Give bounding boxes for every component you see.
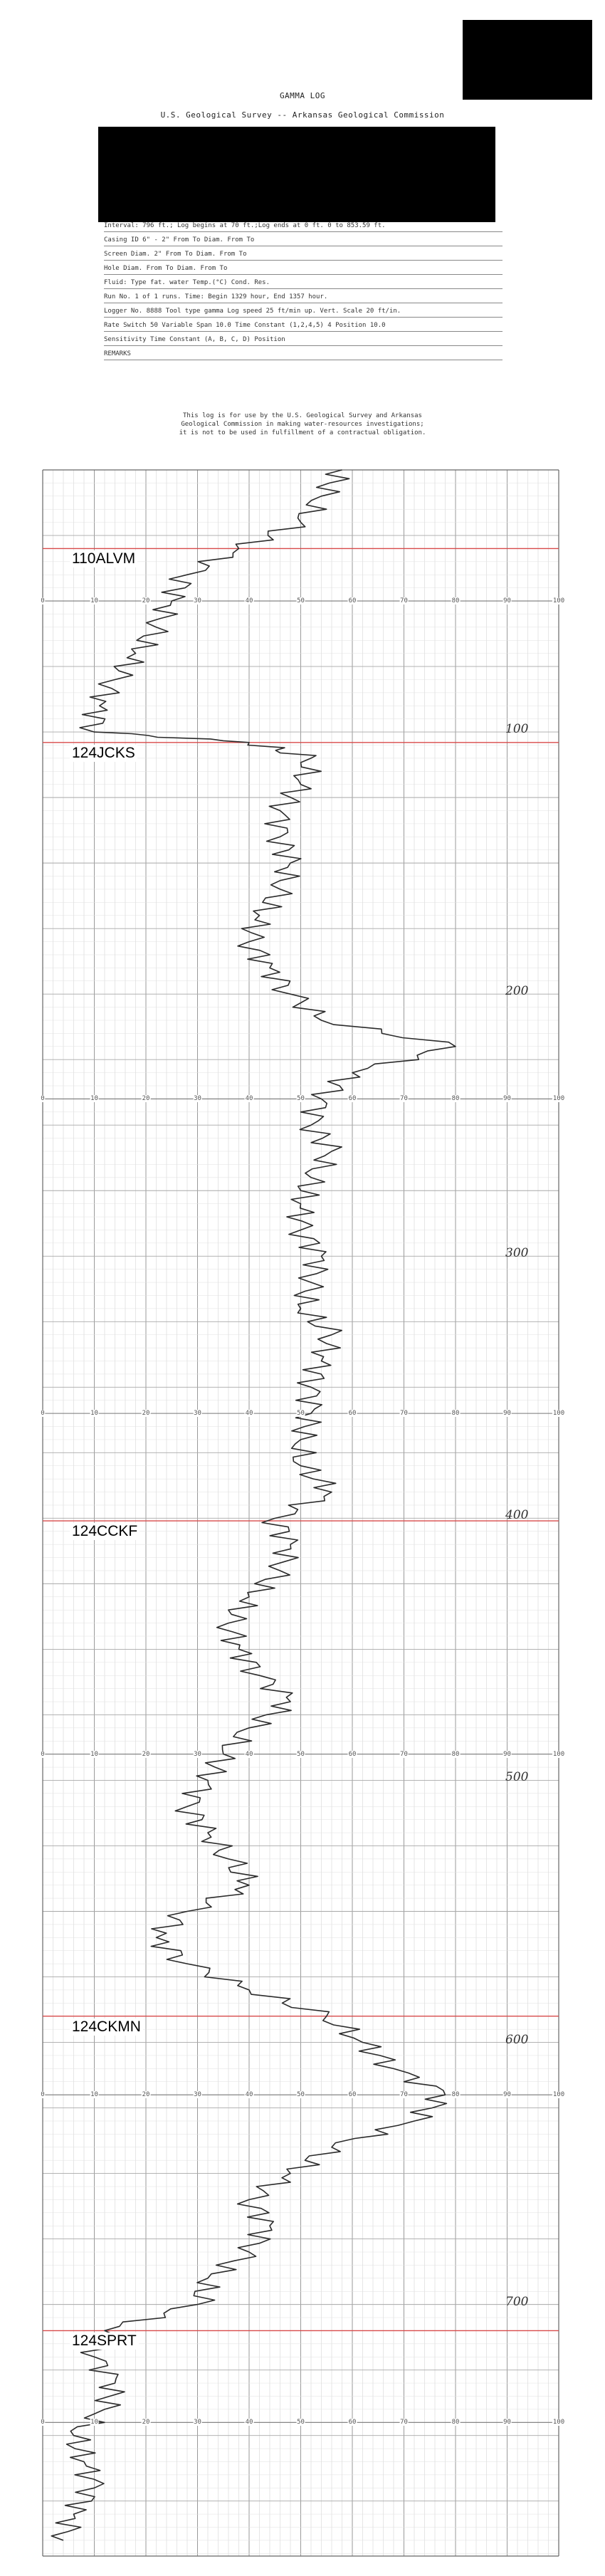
x-tick-label: 50 [297, 1410, 305, 1418]
disclaimer-line: it is not to be used in fulfillment of a contractual obligation. [179, 429, 426, 436]
formation-label: 124CKMN [70, 2019, 143, 2036]
x-tick-label: 20 [142, 2419, 150, 2426]
depth-label: 600 [505, 2032, 529, 2047]
x-tick-label: 20 [142, 2091, 150, 2099]
agency-line: U.S. Geological Survey -- Arkansas Geological Commission [160, 110, 445, 120]
x-tick-label: 80 [451, 597, 460, 605]
x-tick-label: 80 [451, 2091, 460, 2099]
x-tick-label: 80 [451, 1750, 460, 1758]
x-tick-label: 30 [194, 2091, 201, 2099]
log-title: GAMMA LOG [279, 91, 326, 100]
x-tick-label: 90 [503, 2091, 511, 2099]
x-tick-label: 40 [245, 597, 253, 605]
x-tick-label: 20 [142, 597, 150, 605]
x-tick-label: 20 [142, 1750, 150, 1758]
depth-label: 500 [505, 1770, 529, 1785]
header-field-row: Interval: 796 ft.; Log begins at 70 ft.;Log ends at 0 ft. 0 to 853.59 ft. [104, 222, 386, 229]
header-field-row: Hole Diam. From To Diam. From To [104, 265, 228, 272]
header-field-row: Logger No. 8888 Tool type gamma Log speed 25 ft/min up. Vert. Scale 20 ft/in. [104, 308, 401, 315]
x-tick-label: 20 [142, 1410, 150, 1418]
x-tick-label: 60 [348, 597, 357, 605]
x-tick-label: 80 [451, 1410, 460, 1418]
x-tick-label: 100 [552, 597, 565, 605]
x-tick-label: 50 [297, 1095, 305, 1103]
x-tick-label: 40 [245, 1410, 253, 1418]
x-tick-label: 100 [552, 1410, 565, 1418]
x-tick-label: 10 [90, 1750, 98, 1758]
header-field-row: Sensitivity Time Constant (A, B, C, D) Position [104, 336, 285, 343]
x-tick-label: 0 [41, 2419, 45, 2426]
header-field-row: Screen Diam. 2" From To Diam. From To [104, 251, 247, 258]
x-tick-label: 0 [41, 597, 45, 605]
depth-label: 400 [505, 1508, 529, 1523]
x-tick-label: 20 [142, 1095, 150, 1103]
x-tick-label: 40 [245, 1750, 253, 1758]
depth-label: 100 [505, 722, 529, 737]
formation-label: 124CCKF [70, 1523, 140, 1540]
depth-label: 700 [505, 2294, 529, 2309]
x-tick-label: 0 [41, 1095, 45, 1103]
x-tick-label: 50 [297, 2091, 305, 2099]
x-tick-label: 90 [503, 1095, 511, 1103]
header-field-row: Casing ID 6" - 2" From To Diam. From To [104, 236, 255, 244]
x-tick-label: 70 [400, 597, 408, 605]
header-field-row: REMARKS [104, 350, 131, 357]
x-tick-label: 50 [297, 597, 305, 605]
x-tick-label: 90 [503, 2419, 511, 2426]
x-tick-label: 0 [41, 2091, 45, 2099]
x-tick-label: 70 [400, 2091, 408, 2099]
formation-label: 124SPRT [70, 2332, 139, 2350]
x-tick-label: 80 [451, 2419, 460, 2426]
x-tick-label: 10 [90, 1410, 98, 1418]
x-tick-label: 60 [348, 1750, 357, 1758]
x-tick-label: 80 [451, 1095, 460, 1103]
x-tick-label: 90 [503, 1410, 511, 1418]
x-tick-label: 10 [90, 597, 98, 605]
x-tick-label: 10 [90, 1095, 98, 1103]
x-tick-label: 60 [348, 1410, 357, 1418]
x-tick-label: 70 [400, 1095, 408, 1103]
x-tick-label: 70 [400, 1750, 408, 1758]
header-field-row: Fluid: Type fat. water Temp.(°C) Cond. Res. [104, 279, 270, 286]
x-tick-label: 30 [194, 1750, 201, 1758]
x-tick-label: 100 [552, 2419, 565, 2426]
x-tick-label: 50 [297, 2419, 305, 2426]
x-tick-label: 90 [503, 1750, 511, 1758]
x-tick-label: 50 [297, 1750, 305, 1758]
disclaimer-line: This log is for use by the U.S. Geological Survey and Arkansas [183, 412, 422, 419]
x-tick-label: 30 [194, 597, 201, 605]
x-tick-label: 100 [552, 1750, 565, 1758]
log-grid [43, 470, 559, 2556]
x-tick-label: 100 [552, 2091, 565, 2099]
x-tick-label: 100 [552, 1095, 565, 1103]
x-tick-label: 40 [245, 2091, 253, 2099]
x-tick-label: 10 [90, 2419, 98, 2426]
header-field-row: Rate Switch 50 Variable Span 10.0 Time Constant (1,2,4,5) 4 Position 10.0 [104, 322, 386, 329]
disclaimer-line: Geological Commission in making water-resources investigations; [181, 421, 424, 428]
x-tick-label: 90 [503, 597, 511, 605]
x-tick-label: 60 [348, 1095, 357, 1103]
x-tick-label: 10 [90, 2091, 98, 2099]
x-tick-label: 60 [348, 2091, 357, 2099]
depth-label: 200 [505, 984, 529, 999]
header-field-row: Run No. 1 of 1 runs. Time: Begin 1329 hour, End 1357 hour. [104, 293, 328, 300]
x-tick-label: 30 [194, 1410, 201, 1418]
x-tick-label: 70 [400, 2419, 408, 2426]
x-tick-label: 60 [348, 2419, 357, 2426]
x-tick-label: 30 [194, 2419, 201, 2426]
x-tick-label: 30 [194, 1095, 201, 1103]
x-tick-label: 40 [245, 2419, 253, 2426]
formation-label: 124JCKS [70, 745, 137, 762]
x-tick-label: 40 [245, 1095, 253, 1103]
x-tick-label: 70 [400, 1410, 408, 1418]
x-tick-label: 0 [41, 1410, 45, 1418]
depth-label: 300 [505, 1246, 529, 1261]
x-tick-label: 0 [41, 1750, 45, 1758]
formation-label: 110ALVM [70, 550, 137, 567]
